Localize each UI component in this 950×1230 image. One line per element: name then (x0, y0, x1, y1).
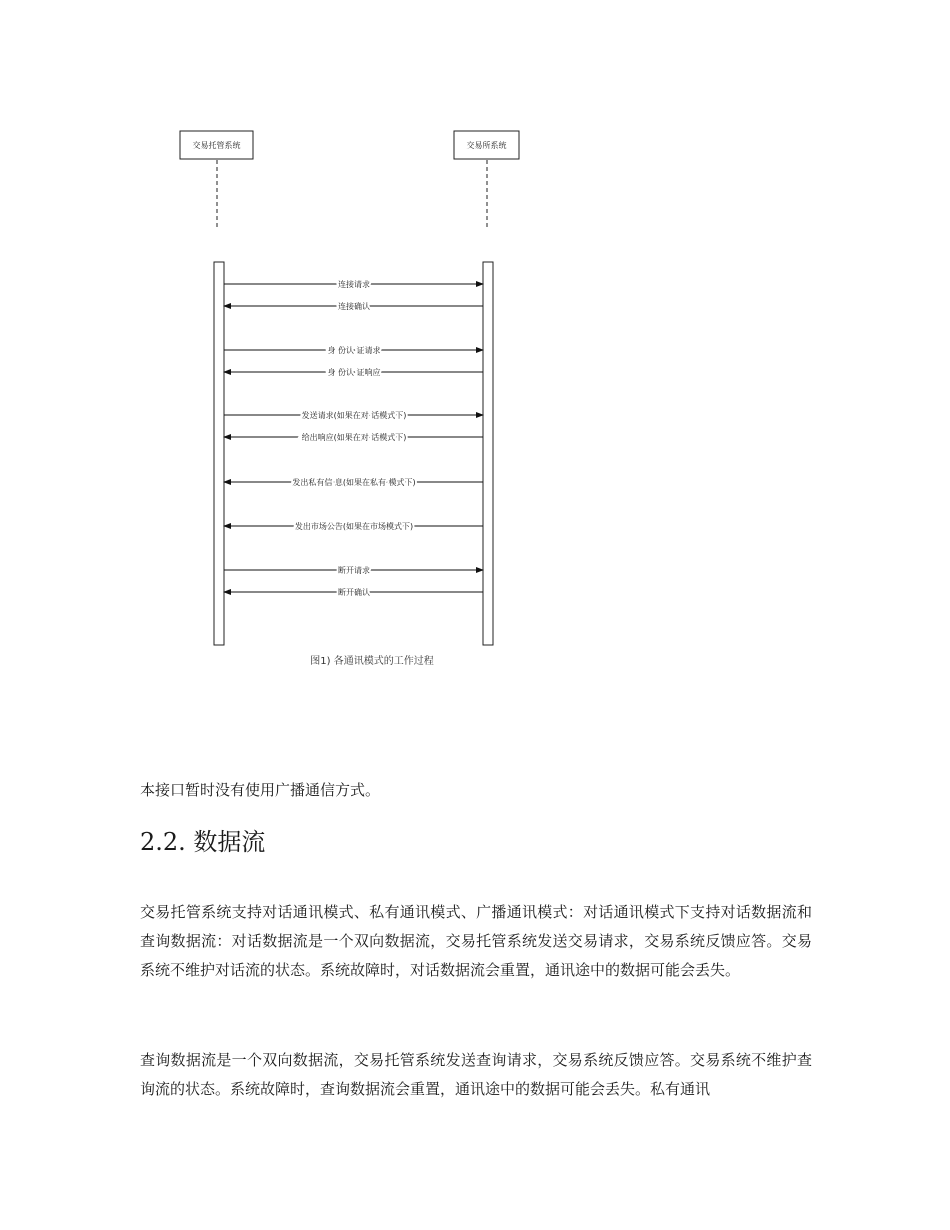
paragraph-broadcast-note: 本接口暂时没有使用广播通信方式。 (140, 781, 381, 799)
message-label: 身 份认 证请求 (327, 346, 381, 355)
left-actor-label: 交易托管系统 (192, 141, 241, 150)
message-label: 发出私有信 息(如果在私有 模式下) (292, 478, 416, 487)
message-label: 连接确认 (338, 302, 370, 311)
section-heading: 2.2. 数据流 (140, 828, 266, 856)
right-activation-bar (483, 262, 493, 645)
message-label: 发送请求(如果在对 话模式下) (301, 411, 407, 420)
paragraph-data-streams: 交易托管系统支持对话通讯模式、私有通讯模式、广播通讯模式：对话通讯模式下支持对话数据流和查询数据流：对话数据流是一个双向数据流，交易托管系统发送交易请求，交易系统反馈应答。交易系统不维护对话流的状态。系统故障时，对话数据流会重置，通讯途中的数据可能会丢失。 (140, 903, 812, 979)
message-label: 断开请求 (338, 566, 370, 575)
message-label: 连接请求 (338, 280, 370, 289)
figure-caption: 图1) 各通讯模式的工作过程 (310, 656, 434, 667)
message-list (224, 279, 483, 597)
message-label: 断开确认 (338, 588, 370, 597)
left-activation-bar (214, 262, 224, 645)
paragraph-query-stream: 查询数据流是一个双向数据流，交易托管系统发送查询请求，交易系统反馈应答。交易系统不维护查询流的状态。系统故障时，查询数据流会重置，通讯途中的数据可能会丢失。私有通讯 (140, 1051, 812, 1098)
right-actor-label: 交易所系统 (466, 141, 507, 150)
message-label: 身 份认 证响应 (327, 368, 381, 377)
message-label: 给出响应(如果在对 话模式下) (301, 433, 407, 442)
message-label: 发出市场公告(如果在市场模式下) (294, 522, 414, 531)
